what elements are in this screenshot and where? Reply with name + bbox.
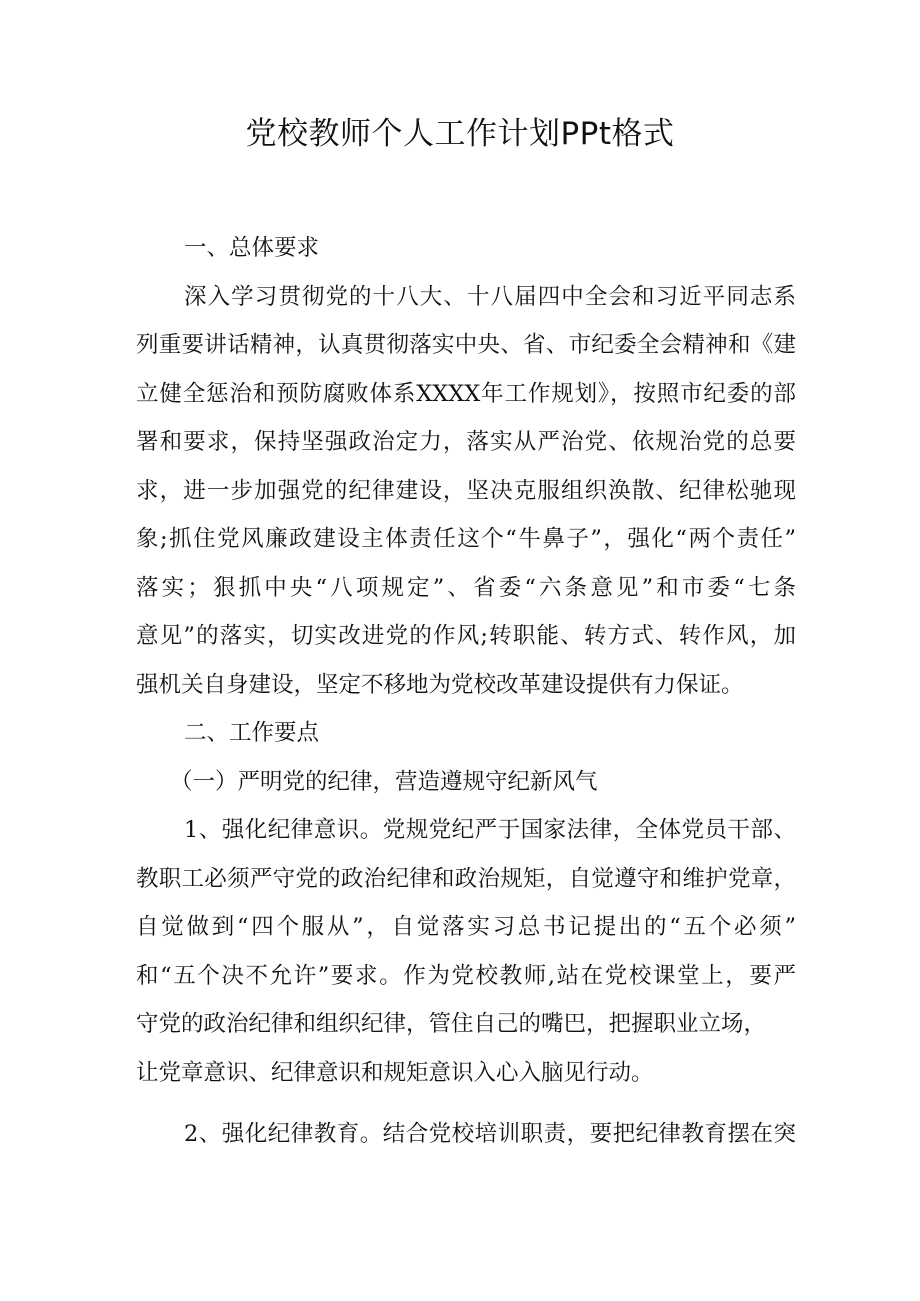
paragraph-line: 深入学习贯彻党的十八大、十八届四中全会和习近平同志系 bbox=[184, 283, 796, 310]
paragraph-line: 署和要求，保持坚强政治定力，落实从严治党、依规治党的总要 bbox=[136, 429, 796, 455]
paragraph-line: 2、强化纪律教育。结合党校培训职责，要把纪律教育摆在突 bbox=[184, 1121, 796, 1147]
paragraph-line: 教职工必须严守党的政治纪律和政治规矩，自觉遵守和维护党章， bbox=[136, 865, 796, 892]
paragraph-line: 象;抓住党风廉政建设主体责任这个“牛鼻子”，强化“两个责任” bbox=[136, 526, 796, 552]
paragraph-line: 立健全惩治和预防腐败体系XXXX年工作规划》，按照市纪委的部 bbox=[136, 380, 796, 407]
paragraph-line: 列重要讲话精神，认真贯彻落实中央、省、市纪委全会精神和《建 bbox=[136, 332, 796, 358]
section-heading-general-requirements: 一、总体要求 bbox=[184, 235, 320, 261]
paragraph-line: 和“五个决不允许”要求。作为党校教师,站在党校课堂上，要严 bbox=[136, 962, 796, 989]
paragraph-line: 落实；狠抓中央“八项规定”、省委“六条意见”和市委“七条 bbox=[136, 574, 796, 601]
paragraph-line: 自觉做到“四个服从”，自觉落实习总书记提出的“五个必须” bbox=[136, 914, 796, 940]
subsection-heading: （一）严明党的纪律，营造遵规守纪新风气 bbox=[170, 768, 598, 795]
document-title: 党校教师个人工作计划PPt格式 bbox=[245, 116, 675, 152]
paragraph-line: 让党章意识、纪律意识和规矩意识入心入脑见行动。 bbox=[136, 1059, 654, 1086]
paragraph-line: 守党的政治纪律和组织纪律，管住自己的嘴巴，把握职业立场， bbox=[136, 1011, 767, 1037]
paragraph-line: 1、强化纪律意识。党规党纪严于国家法律，全体党员干部、 bbox=[184, 817, 796, 843]
document-body bbox=[136, 224, 796, 1097]
section-heading-work-points: 二、工作要点 bbox=[184, 720, 320, 746]
paragraph-line: 意见”的落实，切实改进党的作风;转职能、转方式、转作风，加 bbox=[136, 623, 796, 649]
paragraph-line: 求，进一步加强党的纪律建设，坚决克服组织涣散、纪律松驰现 bbox=[136, 477, 796, 504]
document-body-continued bbox=[136, 1110, 796, 1159]
paragraph-line: 强机关自身建设，坚定不移地为党校改革建设提供有力保证。 bbox=[136, 671, 744, 698]
